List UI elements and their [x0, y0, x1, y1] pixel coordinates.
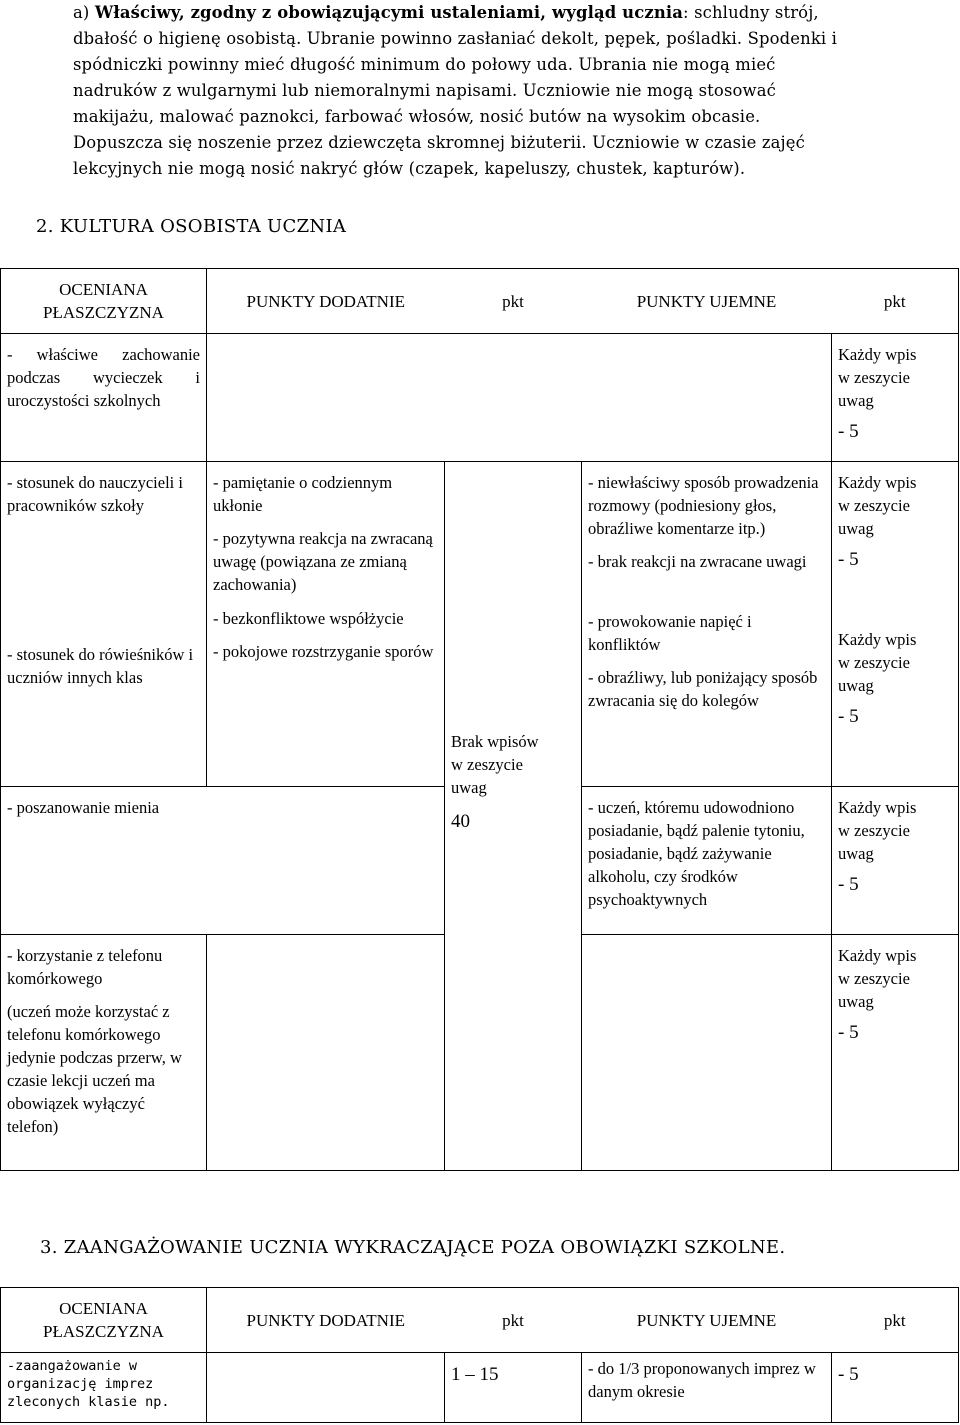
pkt-value: - 5 — [838, 1022, 859, 1043]
s3-row1-pkt-minus: - 5 — [832, 1353, 959, 1423]
pkt-value: - 5 — [838, 874, 859, 895]
s3-row1-minus: - do 1/3 proponowanych imprez w danym okresie — [582, 1353, 832, 1423]
intro-prefix: a) — [73, 3, 95, 22]
pkt-line: uwag — [838, 844, 874, 863]
row3-pkt — [832, 787, 959, 935]
header-pkt1: pkt — [445, 1288, 582, 1353]
intro-line — [73, 0, 953, 26]
pkt-line: Każdy wpis — [838, 630, 917, 649]
header-plus: PUNKTY DODATNIE — [207, 1288, 445, 1353]
intro-line: makijażu, malować paznokci, farbować włosów, nosić butów na wysokim obcasie. — [73, 107, 761, 126]
row2-minus-a2: - brak reakcji na zwracane uwagi — [588, 552, 807, 571]
row2-bonus — [445, 462, 582, 1171]
row4-area-a: - korzystanie z telefonu komórkowego — [7, 946, 163, 988]
row2-plus-b1: - bezkonfliktowe współżycie — [213, 609, 404, 628]
row4-minus-empty — [582, 935, 832, 1171]
table-header-row — [1, 1288, 959, 1353]
row4-area-b: (uczeń może korzystać z telefonu komórkowego jedynie podczas przerw, w czasie lekcji uczeń ma obowiązek wyłączyć telefon) — [7, 1002, 182, 1136]
s3-row1-plus-empty — [207, 1353, 445, 1423]
header-area-line1: OCENIANA — [59, 280, 148, 299]
row2-plus — [207, 462, 445, 787]
row2-minus — [582, 462, 832, 787]
row3-area: - poszanowanie mienia — [1, 787, 445, 935]
header-plus: PUNKTY DODATNIE — [207, 269, 445, 334]
section2-title: 2. KULTURA OSOBISTA UCZNIA — [36, 216, 347, 237]
section3-title: 3. ZAANGAŻOWANIE UCZNIA WYKRACZAJĄCE POZA OBOWIĄZKI SZKOLNE. — [40, 1237, 786, 1258]
bonus-line: uwag — [451, 777, 487, 797]
intro-bold: Właściwy, zgodny z obowiązującymi ustaleniami, wygląd ucznia — [94, 3, 684, 22]
row2-pkt — [832, 462, 959, 787]
row4-area — [1, 935, 207, 1171]
header-area-line2: PŁASZCZYZNA — [43, 1322, 164, 1341]
row2-minus-b2: - obraźliwy, lub poniżający sposób zwracania się do kolegów — [588, 668, 818, 710]
intro-paragraph — [73, 0, 953, 182]
row2-plus-b2: - pokojowe rozstrzyganie sporów — [213, 642, 434, 661]
pkt-line: Każdy wpis — [838, 946, 917, 965]
intro-text: : schludny strój, — [683, 3, 819, 22]
header-area-line2: PŁASZCZYZNA — [43, 303, 164, 322]
row2-minus-b1: - prowokowanie napięć i konfliktów — [588, 612, 752, 654]
bonus-line: w zeszycie — [451, 754, 523, 774]
intro-line: nadruków z wulgarnymi lub niemoralnymi napisami. Uczniowie nie mogą stosować — [73, 81, 776, 100]
pkt-line: w zeszycie — [838, 653, 910, 672]
pkt-value: - 5 — [838, 421, 859, 442]
intro-line: spódniczki powinny mieć długość minimum do połowy uda. Ubrania nie mogą mieć — [73, 55, 776, 74]
header-minus: PUNKTY UJEMNE — [582, 269, 832, 334]
spacer — [7, 990, 200, 1000]
pkt-line: uwag — [838, 519, 874, 538]
row1-area: - właściwe zachowanie podczas wycieczek i uroczystości szkolnych — [1, 334, 207, 462]
section3-table — [0, 1287, 959, 1423]
spacer — [588, 540, 825, 550]
intro-line: Dopuszcza się noszenie przez dziewczęta skromnej biżuterii. Uczniowie w czasie zajęć — [73, 133, 805, 152]
pkt-value: - 5 — [838, 706, 859, 727]
row4-pkt — [832, 935, 959, 1171]
spacer — [588, 656, 825, 666]
row2-plus-a2: - pozytywna reakcja na zwracaną uwagę (powiązana ze zmianą zachowania) — [213, 529, 433, 594]
row1-empty — [207, 334, 832, 462]
table-row — [1, 462, 959, 787]
table-row — [1, 334, 959, 462]
pkt-line: w zeszycie — [838, 368, 910, 387]
header-area-line1: OCENIANA — [59, 1299, 148, 1318]
pkt-line: Każdy wpis — [838, 798, 917, 817]
row2-area-b: - stosunek do rówieśników i uczniów innych klas — [7, 645, 194, 687]
row2-minus-a1: - niewłaściwy sposób prowadzenia rozmowy (podniesiony głos, obraźliwe komentarze itp.) — [588, 473, 819, 538]
header-pkt2: pkt — [832, 269, 959, 334]
row3-minus: - uczeń, któremu udowodniono posiadanie, bądź palenie tytoniu, posiadanie, bądź zażywanie alkoholu, czy środków psychoaktywnych — [582, 787, 832, 935]
bonus-line: Brak wpisów — [451, 731, 539, 751]
pkt-line: uwag — [838, 391, 874, 410]
header-area — [1, 1288, 207, 1353]
intro-line: lekcyjnych nie mogą nosić nakryć głów (czapek, kapeluszy, chustek, kapturów). — [73, 159, 746, 178]
table-row — [1, 1353, 959, 1423]
row1-pkt — [832, 334, 959, 462]
s3-row1-pkt-plus: 1 – 15 — [445, 1353, 582, 1423]
bonus-value: 40 — [451, 810, 470, 832]
row2-area — [1, 462, 207, 787]
pkt-line: Każdy wpis — [838, 345, 917, 364]
header-minus: PUNKTY UJEMNE — [582, 1288, 832, 1353]
header-area — [1, 269, 207, 334]
pkt-value: - 5 — [838, 549, 859, 570]
section2-table — [0, 268, 959, 1171]
header-pkt2: pkt — [832, 1288, 959, 1353]
pkt-line: uwag — [838, 676, 874, 695]
intro-line: dbałość o higienę osobistą. Ubranie powinno zasłaniać dekolt, pępek, pośladki. Spodenki i — [73, 29, 838, 48]
spacer — [213, 517, 438, 527]
header-pkt1: pkt — [445, 269, 582, 334]
pkt-line: w zeszycie — [838, 821, 910, 840]
pkt-line: uwag — [838, 992, 874, 1011]
pkt-line: Każdy wpis — [838, 473, 917, 492]
spacer — [213, 630, 438, 640]
pkt-line: w zeszycie — [838, 969, 910, 988]
row4-plus-empty — [207, 935, 445, 1171]
table-header-row — [1, 269, 959, 334]
row2-area-a: - stosunek do nauczycieli i pracowników szkoły — [7, 473, 183, 515]
row2-plus-a1: - pamiętanie o codziennym ukłonie — [213, 473, 393, 515]
bonus-block — [451, 730, 575, 833]
pkt-line: w zeszycie — [838, 496, 910, 515]
s3-row1-area: -zaangażowanie w organizację imprez zleconych klasie np. — [1, 1353, 207, 1423]
